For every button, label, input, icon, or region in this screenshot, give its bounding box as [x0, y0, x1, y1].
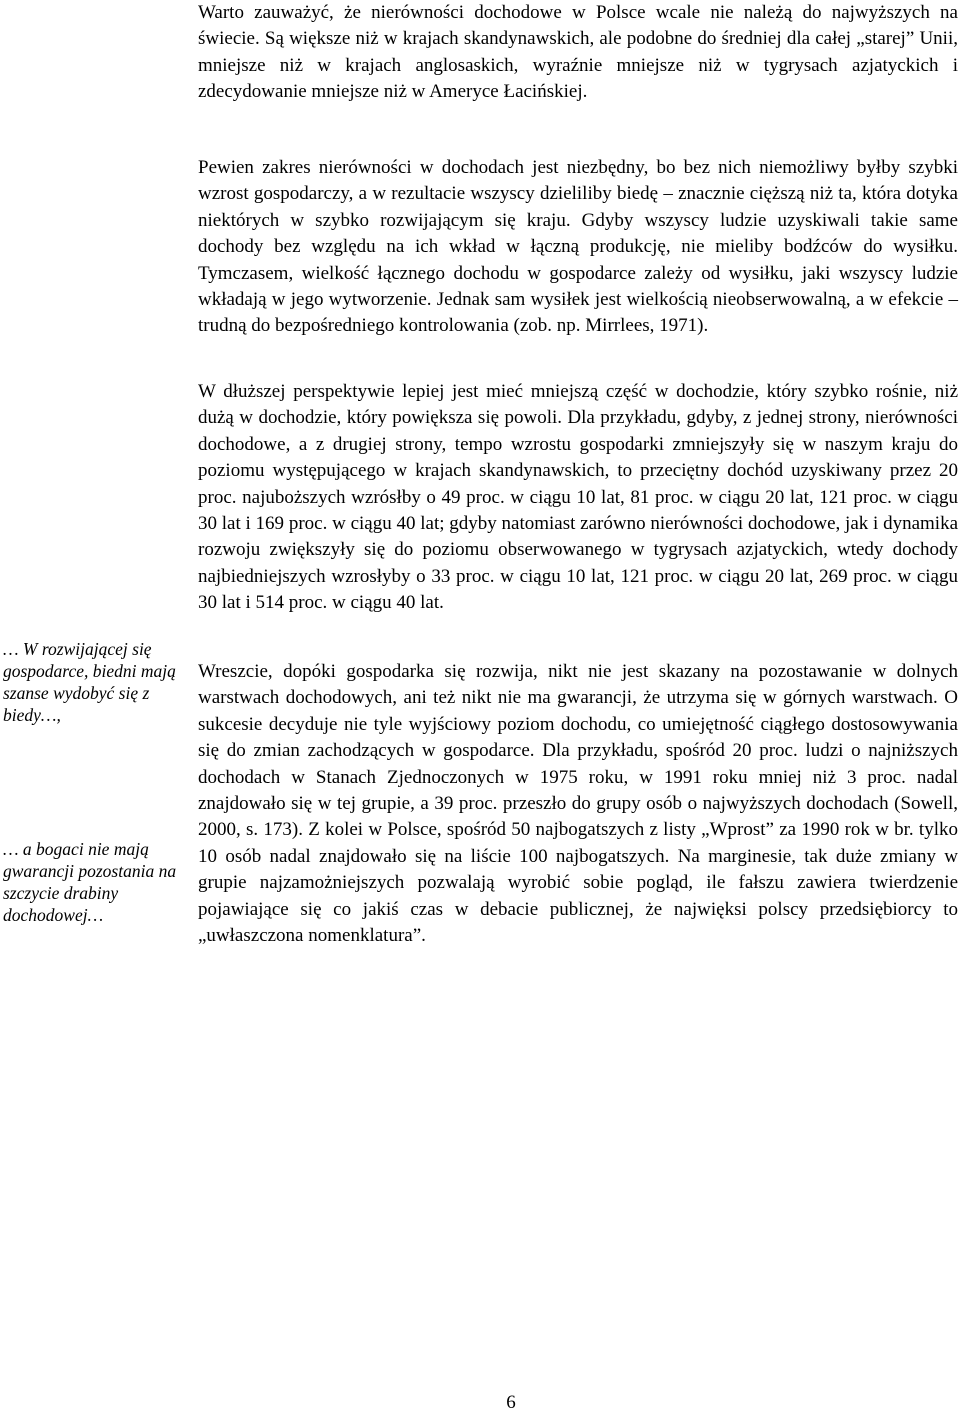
paragraph-long-term-perspective: W dłuższej perspektywie lepiej jest mieć mniejszą część w dochodzie, który szybko rośnie, niż dużą w dochodzie, który powiększa się powoli. Dla przykładu, gdyby, z jednej strony, nierówności dochodowe, a z drugiej strony, tempo wzrostu gospodarki zmniejszyły się w naszym kraju do poziomu występującego w krajach skandynawskich, to przeciętny dochód uzyskiwany przez 20 proc. najuboższych wzrósłby o 49 proc. w ciągu 10 lat, 81 proc. w ciągu 20 lat, 121 proc. w ciągu 30 lat i 169 proc. w ciągu 40 lat; gdyby natomiast zarówno nierówności dochodowe, jak i dynamika rozwoju zwiększyły się do poziomu obserwowanego w tygrysach azjatyckich, wtedy dochody najbiedniejszych wzrosłyby o 33 proc. w ciągu 10 lat, 121 proc. w ciągu 20 lat, 269 proc. w ciągu 30 lat i 514 proc. w ciągu 40 lat.: [198, 381, 958, 614]
paragraph-inequality-necessary: Pewien zakres nierówności w dochodach jest niezbędny, bo bez nich niemożliwy byłby szybki wzrost gospodarczy, a w rezultacie wszyscy dzieliliby biedę – znacznie cięższą niż ta, która dotyka niektórych w szybko rozwijającym się kraju. Gdyby wszyscy ludzie uzyskiwali takie same dochody bez względu na ich wkład w łączną produkcję, nie mieliby bodźców do wysiłku. Tymczasem, wielkość łącznego dochodu w gospodarce zależy od wysiłku, jaki wszyscy ludzie wkładają w jego wytworzenie. Jednak sam wysiłek jest wielkością nieobserwowalną, a w efekcie – trudną do bezpośredniego kontrolowania (zob. np. Mirrlees, 1971).: [198, 157, 958, 337]
page-number: 6: [506, 1392, 516, 1413]
paragraph-income-inequality-poland: Warto zauważyć, że nierówności dochodowe w Polsce wcale nie należą do najwyższych na świecie. Są większe niż w krajach skandynawskich, ale podobne do średniej dla całej „starej” Unii, mniejsze niż w krajach anglosaskich, wyraźnie mniejsze niż w tygrysach azjatyckich i zdecydowanie mniejsze niż w Ameryce Łacińskiej.: [198, 2, 958, 103]
margin-note-rich: [3, 838, 185, 926]
main-text-column: [198, 0, 958, 947]
margin-note-poor-text: … W rozwijającej się gospodarce, biedni mają szanse wydobyć się z biedy…,: [3, 639, 176, 725]
margin-note-poor: [3, 638, 185, 726]
margin-note-rich-text: … a bogaci nie mają gwarancji pozostania na szczycie drabiny dochodowej…: [3, 839, 177, 925]
paragraph-mobility: Wreszcie, dopóki gospodarka się rozwija, nikt nie jest skazany na pozostawanie w dolnych warstwach dochodowych, ani też nikt nie ma gwarancji, że utrzyma się w górnych warstwach. O sukcesie decyduje nie tyle wyjściowy poziom dochodu, co umiejętność ciągłego dostosowywania się do zmian zachodzących w gospodarce. Dla przykładu, spośród 20 proc. ludzi o najniższych dochodach w Stanach Zjednoczonych w 1975 roku, w 1991 roku mniej niż 3 proc. nadal znajdowało się w tej grupie, a 39 proc. przeszło do grupy osób o najwyższych dochodach (Sowell, 2000, s. 173). Z kolei w Polsce, spośród 50 najbogatszych z listy „Wprost” za 1990 rok w br. tylko 10 osób nadal znajdowało się na liście 100 najbogatszych. Na marginesie, tak duże zmiany w grupie najzamożniejszych pozwalają wyrobić sobie pogląd, ile fałszu zawiera twierdzenie pojawiające się co jakiś czas w debacie publicznej, że najwięksi polscy przedsiębiorcy to „uwłaszczona nomenklatura”.: [198, 661, 958, 947]
